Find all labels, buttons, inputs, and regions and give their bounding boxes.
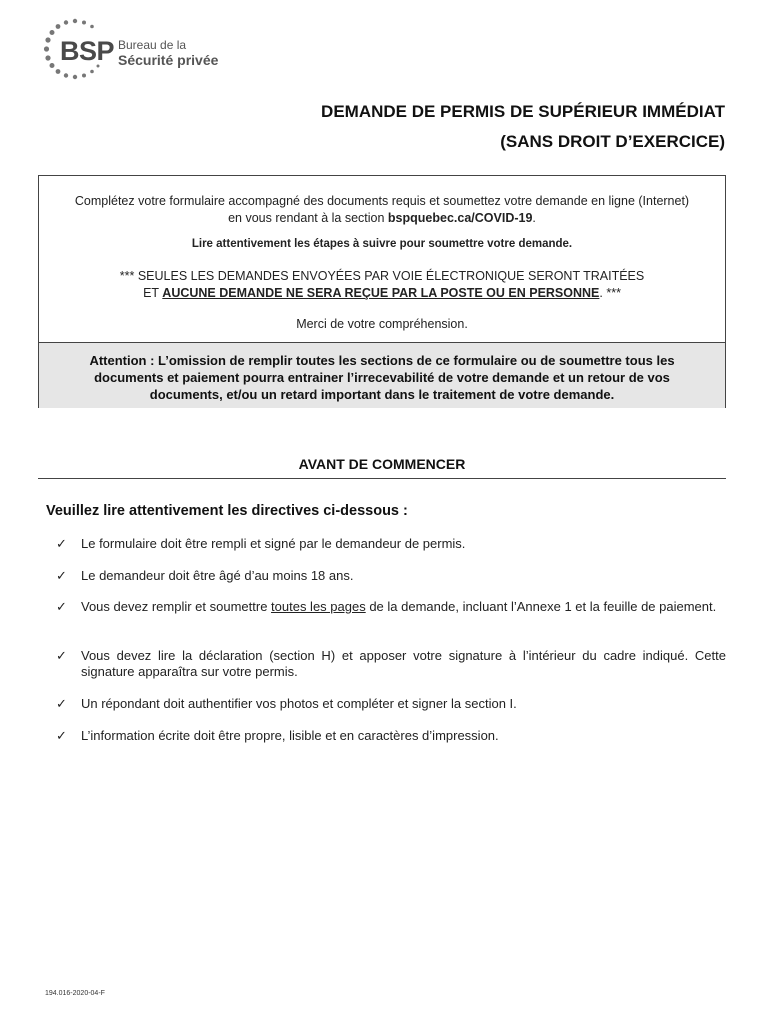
check-icon: ✓	[56, 648, 67, 663]
covid-link[interactable]: bspquebec.ca/COVID-19	[387, 211, 533, 225]
attention-banner	[39, 342, 725, 408]
section-divider	[38, 478, 726, 479]
page-title: DEMANDE DE PERMIS DE SUPÉRIEUR IMMÉDIAT	[321, 102, 725, 121]
check-icon: ✓	[56, 696, 67, 711]
logo-line1: Bureau de la	[118, 38, 187, 52]
notice-body	[39, 176, 725, 342]
notice-paragraph-1: Complétez votre formulaire accompagné des documents requis et soumettez votre demande en ligne (Internet) en vous rendant à la section bspquebec.ca/COVID-19.	[74, 194, 690, 225]
page-subtitle: (SANS DROIT D’EXERCICE)	[500, 132, 725, 151]
check-icon: ✓	[56, 599, 67, 614]
notice-paragraph-3: *** SEULES LES DEMANDES ENVOYÉES PAR VOIE ÉLECTRONIQUE SERONT TRAITÉES ET AUCUNE DEMANDE NE SERA REÇUE PAR LA POSTE OU EN PERSONNE. ***	[119, 269, 645, 300]
notice-paragraph-2: Lire attentivement les étapes à suivre pour soumettre votre demande.	[191, 238, 573, 250]
bsp-logo	[42, 16, 232, 82]
check-icon: ✓	[56, 536, 67, 551]
logo-line2: Sécurité privée	[118, 52, 219, 68]
form-code: 194.016-2020-04-F	[45, 990, 105, 997]
logo-mark: BSP	[60, 36, 115, 66]
instructions-intro: Veuillez lire attentivement les directives ci-dessous :	[46, 503, 408, 519]
notice-box	[38, 175, 726, 408]
notice-paragraph-4: Merci de votre compréhension.	[296, 317, 468, 331]
section-title: AVANT DE COMMENCER	[298, 456, 466, 472]
check-icon: ✓	[56, 568, 67, 583]
check-icon: ✓	[56, 728, 67, 743]
attention-text: Attention : L’omission de remplir toutes les sections de ce formulaire ou de soumettre tous les documents et paiement pourra entrainer l’irrecevabilité de votre demande et un retour de vos documents, et/ou un retard important dans le traitement de votre demande.	[89, 353, 675, 402]
